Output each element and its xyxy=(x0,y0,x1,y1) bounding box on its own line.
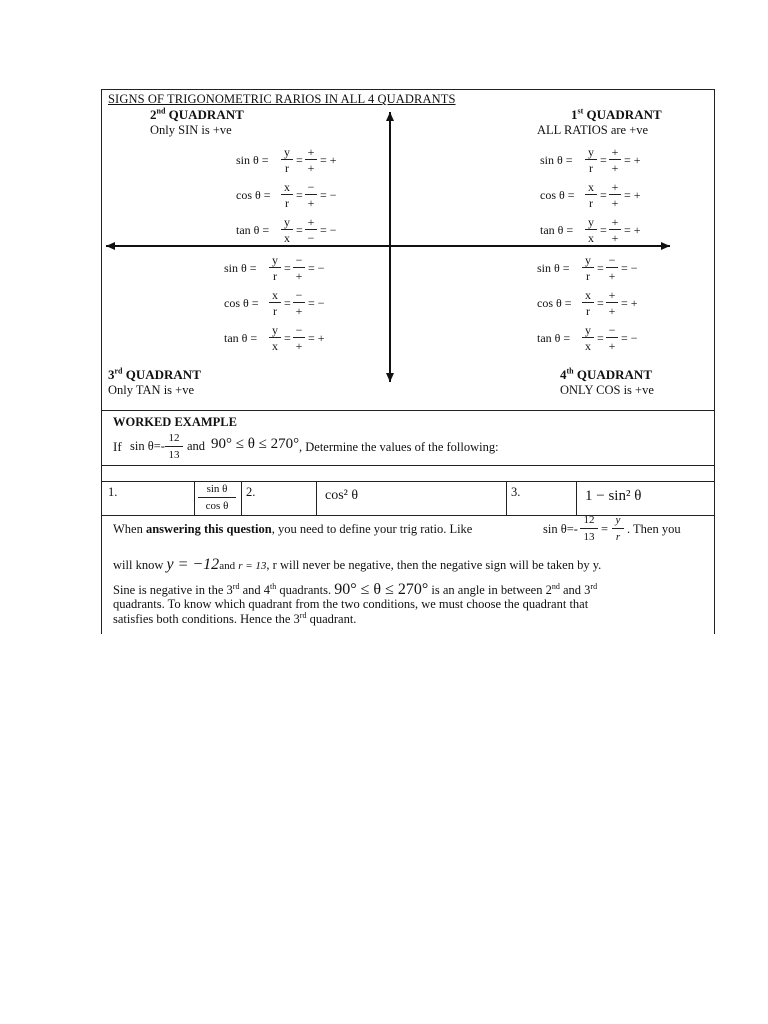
eq-function: cos θ = xyxy=(236,188,271,202)
eq-sign-numerator: − xyxy=(295,288,303,302)
q3-number: 3. xyxy=(511,485,521,499)
eq-sign-numerator: − xyxy=(295,253,303,267)
eq-function: sin θ = xyxy=(540,153,573,167)
eq-sign-denominator: + xyxy=(608,339,616,353)
q2-number: 2. xyxy=(246,485,256,499)
eq-denominator: r xyxy=(273,269,277,283)
eq-sign-bar xyxy=(609,194,621,195)
eq-fraction-bar xyxy=(582,302,594,303)
eq-result: = + xyxy=(624,188,641,202)
worked-fraction: 12 13 xyxy=(165,432,183,462)
q3-equation-2 xyxy=(224,289,354,329)
eq-equals: = xyxy=(284,331,291,345)
eq-sign-denominator: + xyxy=(611,231,619,245)
eq-sign-numerator: − xyxy=(608,253,616,267)
eq-sign-numerator: + xyxy=(307,215,315,229)
eq-equals: = xyxy=(597,331,604,345)
eq-function: cos θ = xyxy=(540,188,575,202)
eq-fraction-bar xyxy=(585,194,597,195)
q3-rule: Only TAN is +ve xyxy=(108,383,195,397)
eq-result: = + xyxy=(624,153,641,167)
q4-rule: ONLY COS is +ve xyxy=(560,383,654,397)
q1-number: 1. xyxy=(108,485,118,499)
eq-sign-bar xyxy=(305,159,317,160)
eq-result: = − xyxy=(621,331,638,345)
eq-numerator: y xyxy=(588,215,594,229)
eq-sign-numerator: + xyxy=(611,180,619,194)
eq-function: cos θ = xyxy=(224,296,259,310)
eq-sign-numerator: + xyxy=(307,145,315,159)
eq-sign-bar xyxy=(606,337,618,338)
explanation-eq-yr: y r xyxy=(612,514,624,544)
eq-result: = + xyxy=(621,296,638,310)
eq-numerator: y xyxy=(585,253,591,267)
eq-sign-bar xyxy=(293,337,305,338)
eq-denominator: x xyxy=(272,339,278,353)
row-divider-1 xyxy=(101,410,715,411)
eq-equals: = xyxy=(600,153,607,167)
worked-and: and xyxy=(187,439,206,453)
eq-sign-denominator: + xyxy=(307,196,315,210)
eq-numerator: x xyxy=(588,180,594,194)
eq-numerator: y xyxy=(272,323,278,337)
eq-sign-numerator: − xyxy=(295,323,303,337)
page-title: SIGNS OF TRIGONOMETRIC RARIOS IN ALL 4 QUADRANTS xyxy=(108,92,456,106)
eq-sign-denominator: + xyxy=(611,196,619,210)
eq-numerator: x xyxy=(585,288,591,302)
eq-denominator: r xyxy=(273,304,277,318)
explanation-line-5: satisfies both conditions. Hence the 3rd quadrant. xyxy=(113,610,357,626)
explanation-eq-equals: = xyxy=(601,522,609,536)
eq-function: sin θ = xyxy=(224,261,257,275)
q2-heading: 2nd QUADRANT xyxy=(150,106,244,122)
worked-rest: , Determine the values of the following: xyxy=(299,440,499,454)
eq-sign-bar xyxy=(305,194,317,195)
eq-fraction-bar xyxy=(269,337,281,338)
eq-sign-bar xyxy=(305,229,317,230)
eq-numerator: y xyxy=(585,323,591,337)
eq-fraction-bar xyxy=(582,337,594,338)
eq-sign-denominator: + xyxy=(295,269,303,283)
eq-numerator: y xyxy=(284,145,290,159)
eq-denominator: x xyxy=(284,231,290,245)
eq-equals: = xyxy=(600,188,607,202)
eq-numerator: x xyxy=(272,288,278,302)
eq-function: tan θ = xyxy=(540,223,574,237)
eq-function: tan θ = xyxy=(537,331,571,345)
eq-fraction-bar xyxy=(582,267,594,268)
eq-fraction-bar xyxy=(585,229,597,230)
worked-range: 90° ≤ θ ≤ 270° xyxy=(211,436,300,452)
eq-sign-numerator: − xyxy=(608,323,616,337)
eq-denominator: x xyxy=(585,339,591,353)
eq-result: = − xyxy=(308,296,325,310)
q4-heading: 4th QUADRANT xyxy=(560,366,652,382)
eq-numerator: x xyxy=(284,180,290,194)
eq-fraction-bar xyxy=(269,267,281,268)
q3-equation-3 xyxy=(224,324,354,364)
q1-equation-2 xyxy=(540,181,670,221)
eq-denominator: x xyxy=(588,231,594,245)
explanation-line-1: When answering this question, you need to define your trig ratio. Like xyxy=(113,522,473,536)
explanation-line-2: will know y = −12and r = 13, r will never be negative, then the negative sign will be taken by y. xyxy=(113,556,602,573)
eq-sign-denominator: + xyxy=(611,161,619,175)
eq-equals: = xyxy=(296,223,303,237)
eq-denominator: r xyxy=(285,161,289,175)
eq-equals: = xyxy=(597,261,604,275)
q4-equation-3 xyxy=(537,324,667,364)
eq-sign-bar xyxy=(606,267,618,268)
eq-denominator: r xyxy=(589,161,593,175)
q3-heading: 3rd QUADRANT xyxy=(108,366,201,382)
eq-equals: = xyxy=(284,261,291,275)
q-col-div-3 xyxy=(316,481,317,515)
eq-function: tan θ = xyxy=(236,223,270,237)
frame-right xyxy=(714,89,715,634)
eq-numerator: y xyxy=(272,253,278,267)
eq-sign-numerator: + xyxy=(611,145,619,159)
eq-result: = + xyxy=(308,331,325,345)
eq-result: = + xyxy=(624,223,641,237)
eq-function: cos θ = xyxy=(537,296,572,310)
q4-equation-2 xyxy=(537,289,667,329)
q1-rule: ALL RATIOS are +ve xyxy=(537,123,649,137)
q2-rule: Only SIN is +ve xyxy=(150,123,232,137)
eq-denominator: r xyxy=(589,196,593,210)
eq-sign-bar xyxy=(293,267,305,268)
eq-sign-numerator: + xyxy=(611,215,619,229)
eq-function: sin θ = xyxy=(236,153,269,167)
eq-fraction-bar xyxy=(281,229,293,230)
frame-top xyxy=(101,89,715,90)
eq-result: = − xyxy=(621,261,638,275)
eq-sign-bar xyxy=(293,302,305,303)
q2-equation-2 xyxy=(236,181,366,221)
worked-example-heading: WORKED EXAMPLE xyxy=(113,415,237,429)
eq-sign-bar xyxy=(606,302,618,303)
eq-sign-denominator: + xyxy=(608,269,616,283)
q-col-div-5 xyxy=(576,481,577,515)
worked-sin-expr: sin θ=- xyxy=(130,439,165,453)
eq-sign-denominator: + xyxy=(295,339,303,353)
eq-sign-numerator: + xyxy=(608,288,616,302)
explanation-line-4: quadrants. To know which quadrant from the two conditions, we must choose the quadrant that xyxy=(113,597,589,611)
eq-fraction-bar xyxy=(269,302,281,303)
eq-result: = − xyxy=(320,188,337,202)
eq-equals: = xyxy=(284,296,291,310)
q2-equation-1 xyxy=(236,146,366,186)
worked-if: If xyxy=(113,439,122,454)
eq-equals: = xyxy=(600,223,607,237)
q1-equation-1 xyxy=(540,146,670,186)
q3-equation-1 xyxy=(224,254,354,294)
eq-denominator: r xyxy=(586,269,590,283)
eq-sign-denominator: + xyxy=(295,304,303,318)
eq-sign-bar xyxy=(609,229,621,230)
q1-equation-3 xyxy=(540,216,670,256)
eq-equals: = xyxy=(296,188,303,202)
eq-equals: = xyxy=(597,296,604,310)
eq-sign-bar xyxy=(609,159,621,160)
q2-equation-3 xyxy=(236,216,366,256)
explanation-line-3: Sine is negative in the 3rd and 4th quadrants. 90° ≤ θ ≤ 270° is an angle in between 2nd and 3rd xyxy=(113,581,598,598)
eq-result: = − xyxy=(308,261,325,275)
row-divider-2 xyxy=(101,465,715,466)
q4-equation-1 xyxy=(537,254,667,294)
q3-expression: 1 − sin² θ xyxy=(585,488,642,504)
eq-function: sin θ = xyxy=(537,261,570,275)
eq-numerator: y xyxy=(588,145,594,159)
explanation-line-1-end: . Then you xyxy=(627,522,681,536)
eq-fraction-bar xyxy=(585,159,597,160)
eq-sign-denominator: − xyxy=(307,231,315,245)
eq-fraction-bar xyxy=(281,194,293,195)
explanation-eq-fn: sin θ=- xyxy=(543,522,578,536)
q-col-div-1 xyxy=(194,481,195,515)
q1-expression: sin θ cos θ xyxy=(198,483,236,513)
eq-sign-numerator: − xyxy=(307,180,315,194)
q2-expression: cos² θ xyxy=(325,488,359,503)
eq-function: tan θ = xyxy=(224,331,258,345)
eq-equals: = xyxy=(296,153,303,167)
eq-result: = + xyxy=(320,153,337,167)
eq-sign-denominator: + xyxy=(608,304,616,318)
eq-result: = − xyxy=(320,223,337,237)
q1-heading: 1st QUADRANT xyxy=(571,106,662,122)
eq-denominator: r xyxy=(586,304,590,318)
q-col-div-4 xyxy=(506,481,507,515)
q-col-div-2 xyxy=(241,481,242,515)
eq-denominator: r xyxy=(285,196,289,210)
explanation-eq-frac: 12 13 xyxy=(580,514,598,544)
eq-numerator: y xyxy=(284,215,290,229)
eq-sign-denominator: + xyxy=(307,161,315,175)
eq-fraction-bar xyxy=(281,159,293,160)
